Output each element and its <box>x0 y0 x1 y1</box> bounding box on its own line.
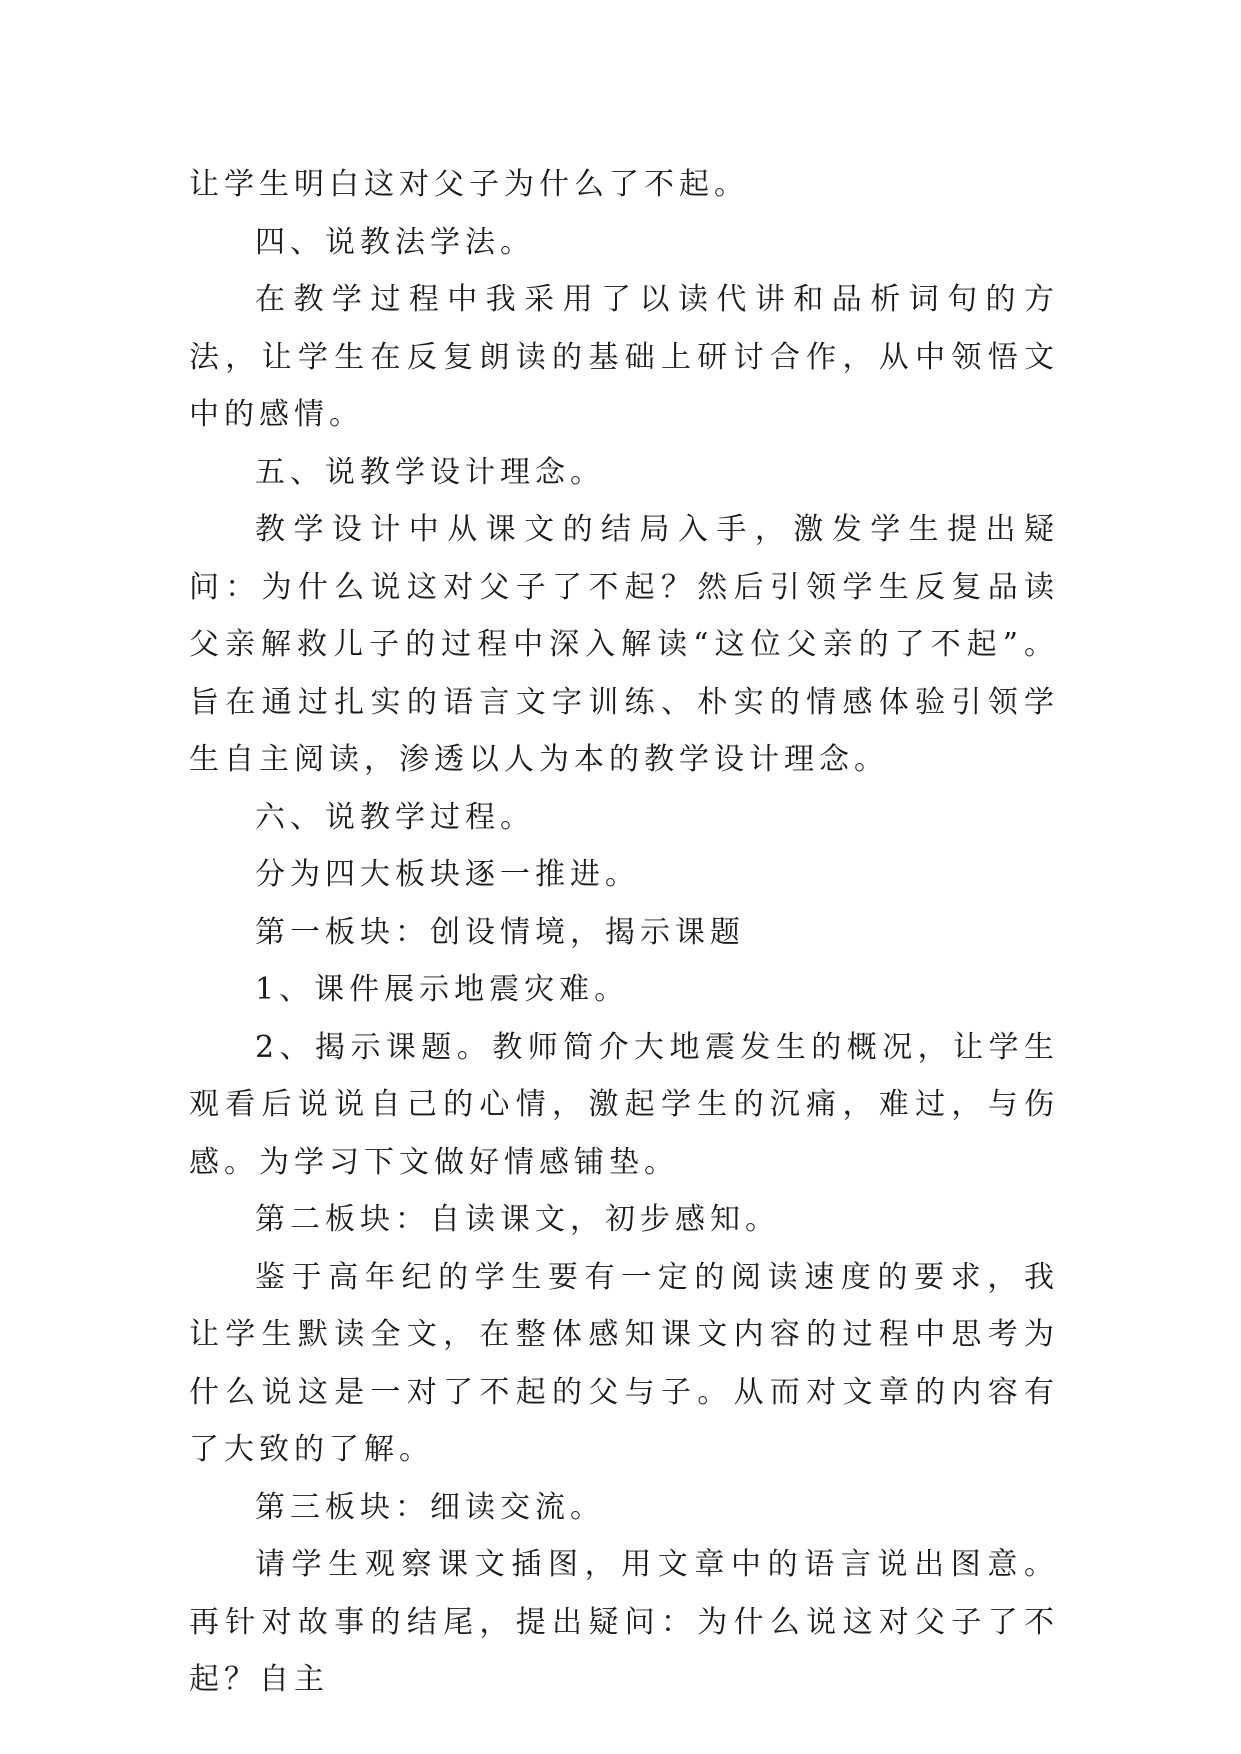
paragraph: 请学生观察课文插图，用文章中的语言说出图意。再针对故事的结尾，提出疑问：为什么说这对父子了不起？自主 <box>189 1547 1059 1697</box>
paragraph: 教学设计中从课文的结局入手，激发学生提出疑问：为什么说这对父子了不起？然后引领学生反复品读父亲解救儿子的过程中深入解读“这位父亲的了不起”。旨在通过扎实的语言文字训练、朴实的情感体验引领学生自主阅读，渗透以人为本的教学设计理念。 <box>189 512 1059 777</box>
paragraph: 四、说教法学法。 <box>255 224 535 260</box>
paragraph: 鉴于高年纪的学生要有一定的阅读速度的要求，我让学生默读全文，在整体感知课文内容的过程中思考为什么说这是一对了不起的父与子。从而对文章的内容有了大致的了解。 <box>189 1259 1059 1467</box>
document-body <box>189 156 1059 1709</box>
paragraph: 在教学过程中我采用了以读代讲和品析词句的方法，让学生在反复朗读的基础上研讨合作，从中领悟文中的感情。 <box>189 282 1059 432</box>
paragraph: 五、说教学设计理念。 <box>255 454 605 490</box>
paragraph: 第三板块：细读交流。 <box>255 1489 605 1525</box>
paragraph: 第一板块：创设情境，揭示课题 <box>255 914 745 950</box>
paragraph: 1、课件展示地震灾难。 <box>255 972 630 1007</box>
paragraph: 分为四大板块逐一推进。 <box>255 857 640 892</box>
paragraph: 六、说教学过程。 <box>255 799 535 835</box>
paragraph: 2、揭示课题。教师简介大地震发生的概况，让学生观看后说说自己的心情，激起学生的沉痛，难过，与伤感。为学习下文做好情感铺垫。 <box>189 1029 1059 1180</box>
paragraph: 让学生明白这对父子为什么了不起。 <box>189 167 749 202</box>
paragraph: 第二板块：自读课文，初步感知。 <box>255 1202 780 1237</box>
